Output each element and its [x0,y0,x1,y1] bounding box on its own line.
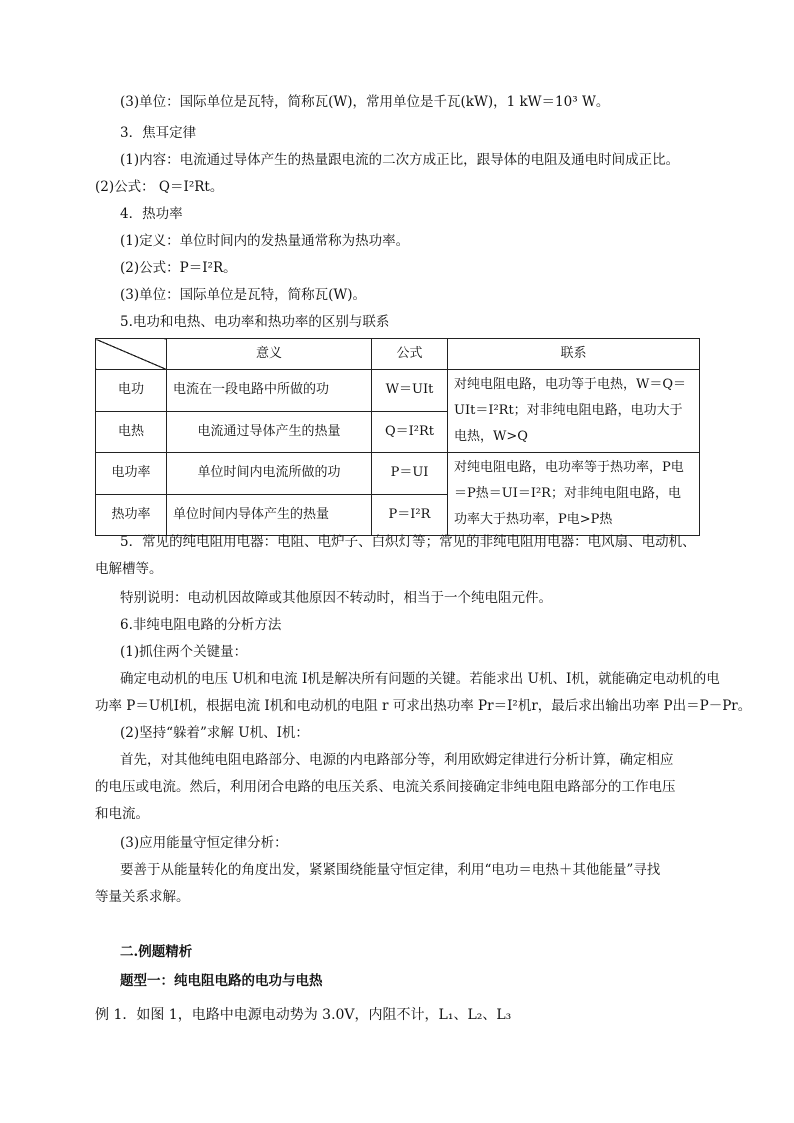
joule-law-content: (1)内容：电流通过导体产生的热量跟电流的二次方成正比，跟导体的电阻及通电时间成正比。 [120,152,680,168]
solve-line-1: 首先，对其他纯电阻电路部分、电源的内电路部分等，利用欧姆定律进行分析计算，确定相应 [120,752,674,768]
special-note: 特别说明：电动机因故障或其他原因不转动时，相当于一个纯电阻元件。 [120,590,552,606]
row-name: 电热 [96,411,167,453]
comparison-table [95,338,700,536]
header-relation: 联系 [448,339,700,370]
row-name: 热功率 [96,494,167,536]
joule-law-formula: (2)公式： Q＝I²Rt。 [95,179,224,195]
row-meaning: 单位时间内电流所做的功 [167,453,372,495]
table-row [96,370,700,412]
solve-line-3: 和电流。 [95,806,149,822]
key-quantities-line-2: 功率 P＝U机I机，根据电流 I机和电动机的电阻 r 可求出热功率 Pr＝I²机r，最后求出输出功率 P出＝P－Pr。 [95,698,752,714]
row-meaning: 电流在一段电路中所做的功 [167,370,372,412]
row-name: 电功率 [96,453,167,495]
appliance-line-2: 电解槽等。 [95,561,163,577]
heat-power-heading: 4．热功率 [120,206,183,222]
appliance-line-1: 5．常见的纯电阻用电器：电阻、电炉子、白炽灯等；常见的非纯电阻用电器：电风扇、电动机、 [120,534,696,550]
row-name: 电功 [96,370,167,412]
comparison-table-heading: 5.电功和电热、电功率和热功率的区别与联系 [120,314,390,330]
relation-work-heat: 对纯电阻电路，电功等于电热，W＝Q＝UIt＝I²Rt；对非纯电阻电路，电功大于电热，W>Q [448,370,700,453]
heat-power-formula: (2)公式：P＝I²R。 [120,260,237,276]
example-1-line: 例 1．如图 1，电路中电源电动势为 3.0V，内阻不计，L₁、L₂、L₃ [95,1007,512,1023]
joule-law-heading: 3．焦耳定律 [120,125,197,141]
relation-power: 对纯电阻电路，电功率等于热功率，P电＝P热＝UI＝I²R；对非纯电阻电路，电功率大于热功率，P电>P热 [448,453,700,536]
row-formula: P＝UI [372,453,448,495]
solve-heading: (2)坚持“躲着”求解 U机、I机： [120,725,309,741]
section-title: 二.例题精析 [120,944,193,960]
solve-line-2: 的电压或电流。然后，利用闭合电路的电压关系、电流关系间接确定非纯电阻电路部分的工作电压 [95,779,676,795]
key-quantities-heading: (1)抓住两个关键量： [120,644,248,660]
method-heading: 6.非纯电阻电路的分析方法 [120,617,282,633]
heat-power-definition: (1)定义：单位时间内的发热量通常称为热功率。 [120,233,410,249]
table-header-row [96,339,700,370]
heat-power-unit: (3)单位：国际单位是瓦特，简称瓦(W)。 [120,287,367,303]
energy-line-2: 等量关系求解。 [95,889,190,905]
header-formula: 公式 [372,339,448,370]
row-meaning: 电流通过导体产生的热量 [167,411,372,453]
row-meaning: 单位时间内导体产生的热量 [167,494,372,536]
key-quantities-line-1: 确定电动机的电压 U机和电流 I机是解决所有问题的关键。若能求出 U机、I机，就能确定电动机的电 [120,671,720,687]
row-formula: Q＝I²Rt [372,411,448,453]
header-meaning: 意义 [167,339,372,370]
table-row [96,453,700,495]
energy-heading: (3)应用能量守恒定律分析： [120,835,288,851]
question-type-title: 题型一：纯电阻电路的电功与电热 [120,973,323,989]
row-formula: W＝UIt [372,370,448,412]
row-formula: P＝I²R [372,494,448,536]
energy-line-1: 要善于从能量转化的角度出发，紧紧围绕能量守恒定律，利用“电功＝电热＋其他能量”寻找 [120,862,661,878]
power-unit-line: (3)单位：国际单位是瓦特，简称瓦(W)，常用单位是千瓦(kW)，1 kW＝10³ W。 [120,94,610,110]
corner-cell [96,339,167,370]
